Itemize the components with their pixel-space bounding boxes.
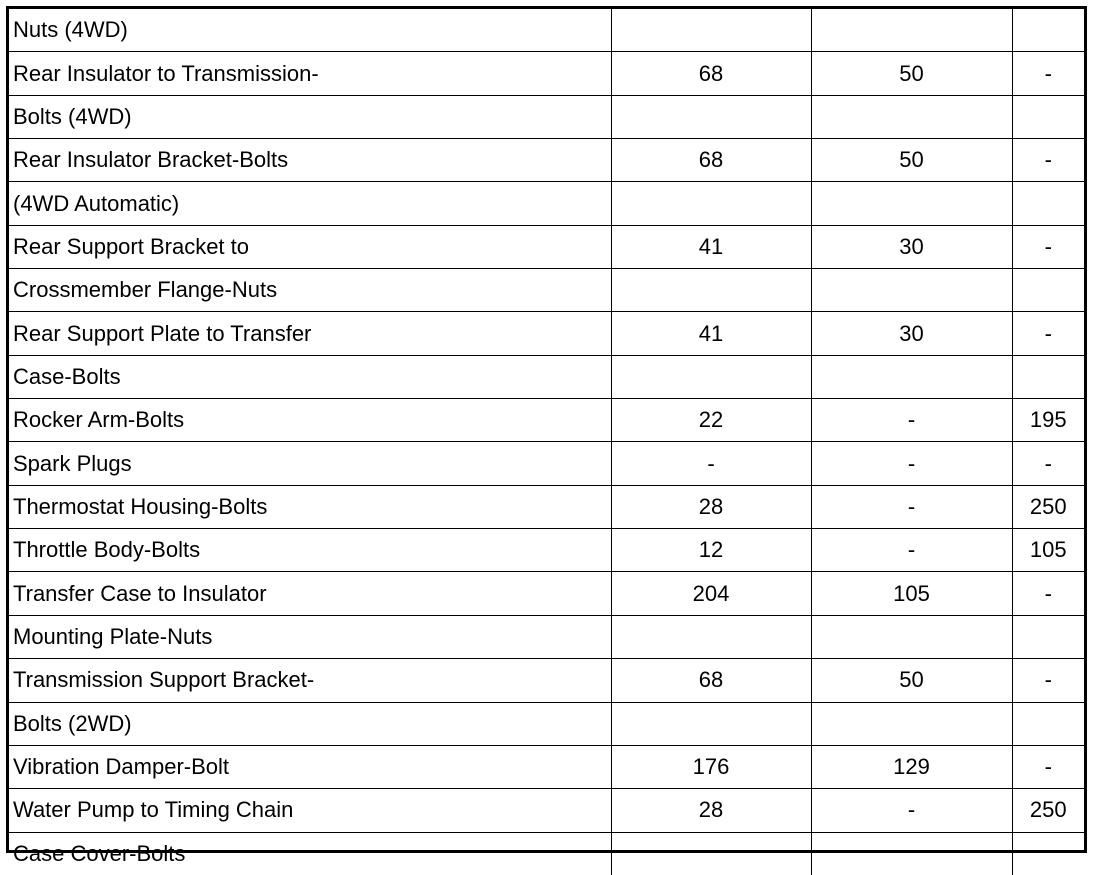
cell-description: Nuts (4WD) [9, 9, 611, 52]
cell-description: Bolts (2WD) [9, 702, 611, 745]
cell-torque-nm: 28 [611, 485, 811, 528]
table-row [9, 182, 1084, 225]
cell-torque-lb-ft [811, 832, 1012, 875]
cell-torque-nm: 12 [611, 529, 811, 572]
cell-torque-lb-in: - [1012, 139, 1084, 182]
cell-torque-nm: 41 [611, 312, 811, 355]
cell-torque-lb-ft: 50 [811, 139, 1012, 182]
cell-torque-lb-in: - [1012, 745, 1084, 788]
cell-torque-lb-ft: - [811, 442, 1012, 485]
cell-torque-lb-ft: - [811, 789, 1012, 832]
cell-torque-lb-ft: - [811, 529, 1012, 572]
table-row [9, 355, 1084, 398]
cell-torque-nm [611, 832, 811, 875]
cell-torque-lb-in: - [1012, 225, 1084, 268]
cell-torque-lb-in [1012, 702, 1084, 745]
cell-torque-lb-ft: 30 [811, 312, 1012, 355]
table-row [9, 529, 1084, 572]
cell-torque-nm [611, 9, 811, 52]
table-row [9, 139, 1084, 182]
cell-description: Rear Insulator to Transmission- [9, 52, 611, 95]
cell-torque-nm [611, 615, 811, 658]
table-row [9, 9, 1084, 52]
cell-torque-nm [611, 269, 811, 312]
cell-description: Thermostat Housing-Bolts [9, 485, 611, 528]
torque-table-grid [9, 9, 1084, 875]
cell-torque-lb-in: - [1012, 572, 1084, 615]
cell-description: Crossmember Flange-Nuts [9, 269, 611, 312]
cell-torque-lb-ft [811, 9, 1012, 52]
cell-torque-nm: 176 [611, 745, 811, 788]
cell-torque-lb-ft: 30 [811, 225, 1012, 268]
cell-torque-lb-in [1012, 832, 1084, 875]
cell-torque-lb-ft [811, 269, 1012, 312]
cell-torque-lb-in: - [1012, 52, 1084, 95]
cell-torque-nm: 68 [611, 52, 811, 95]
torque-spec-table [6, 6, 1087, 866]
cell-torque-lb-ft: 105 [811, 572, 1012, 615]
cell-description: (4WD Automatic) [9, 182, 611, 225]
cell-description: Throttle Body-Bolts [9, 529, 611, 572]
cell-description: Bolts (4WD) [9, 95, 611, 138]
table-row [9, 745, 1084, 788]
cell-description: Rear Support Bracket to [9, 225, 611, 268]
table-row [9, 442, 1084, 485]
cell-description: Transmission Support Bracket- [9, 659, 611, 702]
cell-torque-lb-ft: - [811, 399, 1012, 442]
cell-torque-lb-ft [811, 182, 1012, 225]
cell-torque-lb-in [1012, 615, 1084, 658]
cell-torque-lb-ft [811, 95, 1012, 138]
cell-torque-lb-in: - [1012, 312, 1084, 355]
cell-description: Case-Bolts [9, 355, 611, 398]
cell-description: Transfer Case to Insulator [9, 572, 611, 615]
cell-torque-nm [611, 702, 811, 745]
cell-torque-nm: 68 [611, 139, 811, 182]
cell-torque-lb-in: 250 [1012, 485, 1084, 528]
cell-description: Rear Insulator Bracket-Bolts [9, 139, 611, 182]
table-row [9, 615, 1084, 658]
cell-torque-lb-in: 105 [1012, 529, 1084, 572]
cell-torque-nm [611, 355, 811, 398]
cell-description: Mounting Plate-Nuts [9, 615, 611, 658]
cell-torque-lb-in [1012, 9, 1084, 52]
table-row [9, 485, 1084, 528]
cell-torque-lb-ft: 50 [811, 659, 1012, 702]
cell-description: Rear Support Plate to Transfer [9, 312, 611, 355]
table-row [9, 52, 1084, 95]
table-row [9, 269, 1084, 312]
cell-torque-lb-in: - [1012, 659, 1084, 702]
cell-torque-nm: 28 [611, 789, 811, 832]
cell-torque-lb-ft: 129 [811, 745, 1012, 788]
table-row [9, 572, 1084, 615]
table-row [9, 312, 1084, 355]
cell-torque-nm: 68 [611, 659, 811, 702]
table-body [9, 9, 1084, 875]
table-row [9, 95, 1084, 138]
cell-torque-nm [611, 95, 811, 138]
cell-torque-lb-in [1012, 95, 1084, 138]
table-row [9, 225, 1084, 268]
cell-torque-lb-ft: 50 [811, 52, 1012, 95]
cell-torque-nm: 41 [611, 225, 811, 268]
cell-torque-lb-in [1012, 182, 1084, 225]
cell-torque-nm: 22 [611, 399, 811, 442]
cell-torque-lb-in: 195 [1012, 399, 1084, 442]
cell-description: Spark Plugs [9, 442, 611, 485]
table-row [9, 789, 1084, 832]
cell-description: Vibration Damper-Bolt [9, 745, 611, 788]
cell-description: Rocker Arm-Bolts [9, 399, 611, 442]
table-row [9, 702, 1084, 745]
table-row [9, 399, 1084, 442]
cell-description: Case Cover-Bolts [9, 832, 611, 875]
table-row [9, 832, 1084, 875]
cell-torque-lb-ft [811, 615, 1012, 658]
cell-torque-nm: - [611, 442, 811, 485]
cell-torque-lb-ft [811, 355, 1012, 398]
cell-torque-lb-in: 250 [1012, 789, 1084, 832]
cell-torque-lb-ft [811, 702, 1012, 745]
cell-torque-lb-ft: - [811, 485, 1012, 528]
cell-torque-lb-in: - [1012, 442, 1084, 485]
cell-description: Water Pump to Timing Chain [9, 789, 611, 832]
table-row [9, 659, 1084, 702]
cell-torque-lb-in [1012, 269, 1084, 312]
cell-torque-lb-in [1012, 355, 1084, 398]
cell-torque-nm: 204 [611, 572, 811, 615]
cell-torque-nm [611, 182, 811, 225]
